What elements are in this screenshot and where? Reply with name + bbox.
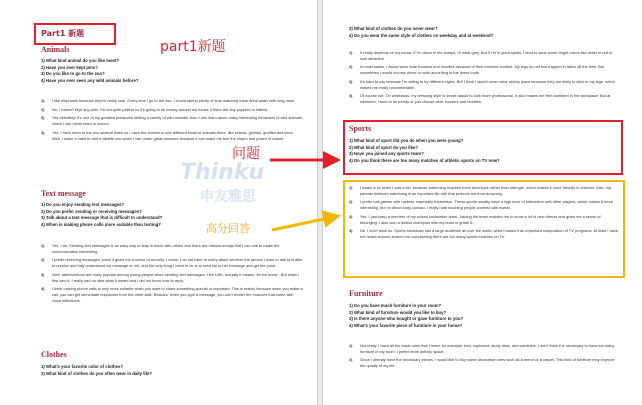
- question-item: 3) Talk about a text message that is difficult to understand?: [41, 215, 163, 220]
- question-item: 3) What kind of clothes do you never wear?: [349, 26, 438, 31]
- answer-item: 1) I like elephants because they're really cute. Every time I go to the zoo, I would spend plenty of time watching them drink water with long nose.: [41, 98, 296, 103]
- question-item: 2) Do you prefer sending or receiving messages?: [41, 208, 142, 214]
- answer-item: 4) No, I don't think so. Sports broadcast has a large audience all over the world, which makes it an important composition of TV programs. At least I have not heard anyone around me complaining there are too many sports matches on TV.: [349, 228, 619, 239]
- clothes-more-questions: [349, 26, 619, 39]
- question-item: 3) Do you like to go to the zoo?: [41, 71, 105, 76]
- question-item: 1) What's your favorite color of clothes?: [41, 364, 123, 369]
- animals-answers: [41, 98, 303, 141]
- watermark-logo: Thinku: [180, 160, 265, 185]
- question-item: 1) Do you enjoy sending text messages?: [41, 202, 125, 207]
- text-message-questions: [41, 202, 301, 228]
- watermark-subtitle: 申友雅思: [200, 189, 256, 205]
- left-page: [0, 0, 318, 405]
- answer-item: 1) It really depends on my mood. If I'm down in the dumps, I'll wear grey. But if I'm in good spirits, I tend to wear some bright colors like violet or red to look attractive.: [349, 50, 613, 61]
- question-item: 1) Do you have much furniture in your room?: [349, 303, 442, 308]
- question-item: 2) What kind of furniture would you like to buy?: [349, 309, 447, 315]
- questions-annotation: 问题: [232, 146, 260, 162]
- answer-item: 2) I prefer receiving messages, since it gives me a sense of security. I mean, I do not have to worry about whether the person I want to talk to is able to receive and fully understand my message or not, and the only thing I need to do is to read his or her message and get the point.: [41, 257, 303, 269]
- answer-item: 3) Yes, I (am/was) a member of my school badminton team. Joining the team enables me to know a lot of new friends and gives me a sense of belonging. I also won a district champion with my team in grade 8.: [349, 213, 601, 225]
- furniture-questions: [349, 303, 619, 329]
- answer-item: 3) Yes definitely! It's one of my greatest pleasures seeing a variety of wild animals. Also I can learn about many interesting behaviors of wild animals, which I can never learn in school.: [41, 115, 303, 127]
- question-item: 4) Have you ever seen any wild animals before?: [41, 77, 139, 83]
- answer-item: 2) In most cases, I would wear wide trousers and hoodies because of their extreme comfort. My legs do not feel trapped in fabric all the time. But sometimes I would choose dress or suits according to the dress code.: [349, 64, 605, 76]
- question-item: 4) Do you wear the same style of clothes on weekday and at weekend?: [349, 32, 494, 38]
- text-message-answers: [41, 243, 303, 303]
- question-item: 4) What's your favorite piece of furniture in your home?: [349, 322, 463, 328]
- question-item: 3) Is there anyone who bought or gave furniture to you?: [349, 316, 464, 321]
- answers-annotation: 高分回答: [206, 222, 250, 235]
- clothes-questions: [41, 364, 301, 377]
- question-item: 2) What kind of clothes do you often wear in daily life?: [41, 370, 153, 376]
- answer-item: 1) Yes, I do. Sending text messages is an easy way to stay in touch with others and there are various emojis that I can use to make the communication interesting.: [41, 243, 280, 254]
- question-item: 4) Do you think there are too many matches of athletic sports on TV now?: [349, 157, 500, 163]
- question-item: 1) What kind animal do you like most?: [41, 58, 120, 63]
- part1-annotation: part1新题: [160, 39, 226, 55]
- sports-answers: [349, 185, 619, 240]
- furniture-answers: [349, 343, 619, 369]
- question-item: 3) Have you joined any sports team?: [349, 151, 424, 156]
- answer-item: 1) I swam a lot when I was a kid, because swimming requires more technique rather than strength, which makes it more friendly to children. Also, my parents believed swimming is an important life skill that protects me from drowning.: [349, 185, 612, 196]
- question-item: 4) When is making phone calls more suitable than texting?: [41, 221, 161, 227]
- furniture-title: Furniture: [349, 289, 383, 298]
- sports-title: Sports: [349, 124, 372, 133]
- answer-item: 4) Of course not. On weekdays, my dressing style is smart casual to look more professional. It also makes me feel confident in the workplace. But at weekend, I tend to be trendy or just choose wide trousers and hoodies.: [349, 93, 611, 104]
- answer-item: 2) No, I haven't kept any pets. I'm not quite patient so it's going to be messy around my house if there are any puppies or kittens.: [41, 106, 269, 112]
- answer-item: 2) I prefer ball games with rackets, especially badminton. These sports usually have a high level of interaction with other players, which makes it more interesting, but no direct body contact. I really hate touching people covered with sweat.: [349, 199, 613, 211]
- answer-item: 4) I think making phone calls is only more suitable when you want to share something special or important. This is mainly because when you make a call, you can get immediate responses from the other side. Besides, when you type a message, you can't render the nuances that come with vocal inflections.: [41, 286, 303, 303]
- clothes-title: Clothes: [41, 350, 67, 359]
- answer-item: 4) Yes, I have been to the zoo several times so I have the chance to see different kinds of animals there, like zebras, gorillas, giraffes and lions. Well, I make a habit to visit a wildlife zoo when I can under great pressure because it can make me feel the charm and power of nature.: [41, 129, 294, 141]
- question-item: 2) What kind of sport do you like?: [349, 144, 419, 150]
- answer-item: 2) Since I already have the necessary pieces, I would like to buy some decorative ones such as a mirror or a carpet. This kind of furniture may improve the quality of my life.: [349, 357, 615, 369]
- answer-item: 3) Well, abbreviations are really popular among young people when sending text messages. Like LMK, actually it means "let me know". But when I first saw it, I really had no idea what it meant and I did not know how to reply.: [41, 271, 300, 283]
- right-page: [322, 0, 642, 405]
- question-item: 2) Have you ever kept pets?: [41, 64, 98, 70]
- part-title: Part1 新题: [41, 29, 85, 38]
- clothes-answers: [349, 50, 619, 105]
- question-item: 1) What kind of sport did you do when you were young?: [349, 138, 464, 143]
- answer-item: 3) It's hard to say because I'm willing to try different styles. But I think I would never wear skinny jeans because they are likely to stick to my legs, which makes me really uncomfortable.: [349, 78, 616, 90]
- text-message-title: Text message: [41, 189, 86, 198]
- sports-questions: [349, 138, 619, 164]
- animals-questions: [41, 58, 301, 84]
- answer-item: 1) Not really. I have all the basic ones that I need, for example, bed, cupboard, study desk, and wardrobe. I don't think it is necessary to have too many furniture in my room. I prefer more activity space.: [349, 343, 615, 354]
- animals-title: Animals: [41, 45, 70, 54]
